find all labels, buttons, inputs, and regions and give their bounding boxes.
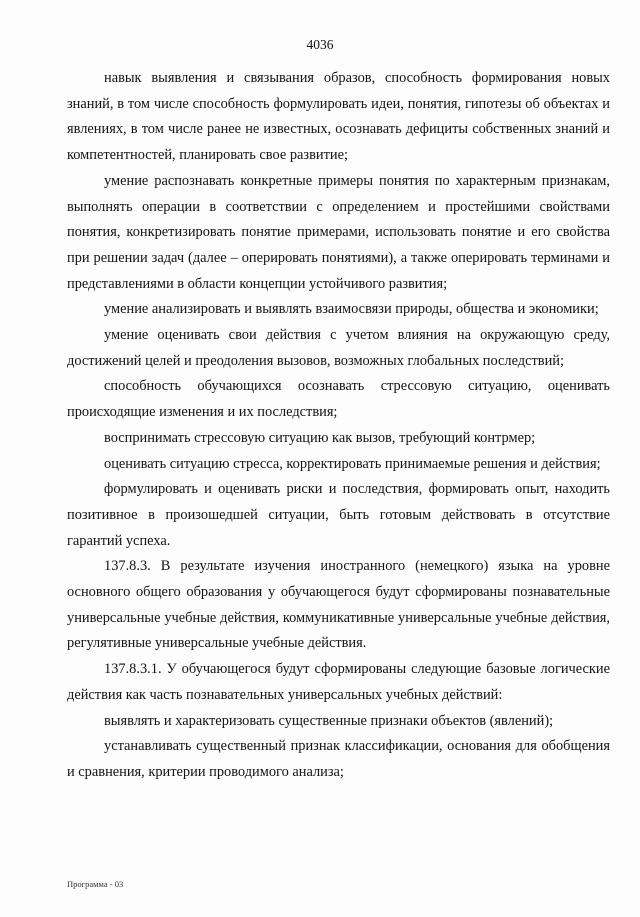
- footer-label: Программа - 03: [67, 879, 124, 889]
- section-paragraph: 137.8.3. В результате изучения иностранного (немецкого) языка на уровне основного общего образования у обучающегося будут сформированы познавательные универсальные учебные действия, коммуникативные универсальные учебные действия, регулятивные универсальные учебные действия.: [67, 558, 610, 652]
- paragraph: воспринимать стрессовую ситуацию как вызов, требующий контрмер;: [104, 429, 536, 446]
- body-text: [67, 66, 610, 786]
- paragraph: способность обучающихся осознавать стрессовую ситуацию, оценивать происходящие изменения и их последствия;: [67, 378, 610, 421]
- paragraph: умение оценивать свои действия с учетом влияния на окружающую среду, достижений целей и преодоления вызовов, возможных глобальных последствий;: [67, 327, 610, 369]
- paragraph: устанавливать существенный признак классификации, основания для обобщения и сравнения, критерии проводимого анализа;: [67, 738, 610, 780]
- paragraph: выявлять и характеризовать существенные признаки объектов (явлений);: [104, 712, 554, 729]
- paragraph: оценивать ситуацию стресса, корректировать принимаемые решения и действия;: [104, 455, 601, 472]
- paragraph: умение распознавать конкретные примеры понятия по характерным признакам, выполнять операции в соответствии с определением и простейшими свойствами понятия, конкретизировать понятие примерами, использовать понятие и его свойства при решении задач (далее – оперировать понятиями), а также оперировать терминами и представлениями в области концепции устойчивого развития;: [67, 172, 610, 292]
- page-number: 4036: [306, 37, 334, 52]
- section-paragraph: 137.8.3.1. У обучающегося будут сформированы следующие базовые логические действия как часть познавательных универсальных учебных действий:: [67, 661, 610, 703]
- paragraph: навык выявления и связывания образов, способность формирования новых знаний, в том числе способность формулировать идеи, понятия, гипотезы об объектах и явлениях, в том числе ранее не известных, осознавать дефициты собственных знаний и компетентностей, планировать свое развитие;: [67, 70, 610, 164]
- paragraph: умение анализировать и выявлять взаимосвязи природы, общества и экономики;: [104, 301, 599, 318]
- paragraph: формулировать и оценивать риски и последствия, формировать опыт, находить позитивное в произошедшей ситуации, быть готовым действовать в отсутствие гарантий успеха.: [67, 481, 610, 549]
